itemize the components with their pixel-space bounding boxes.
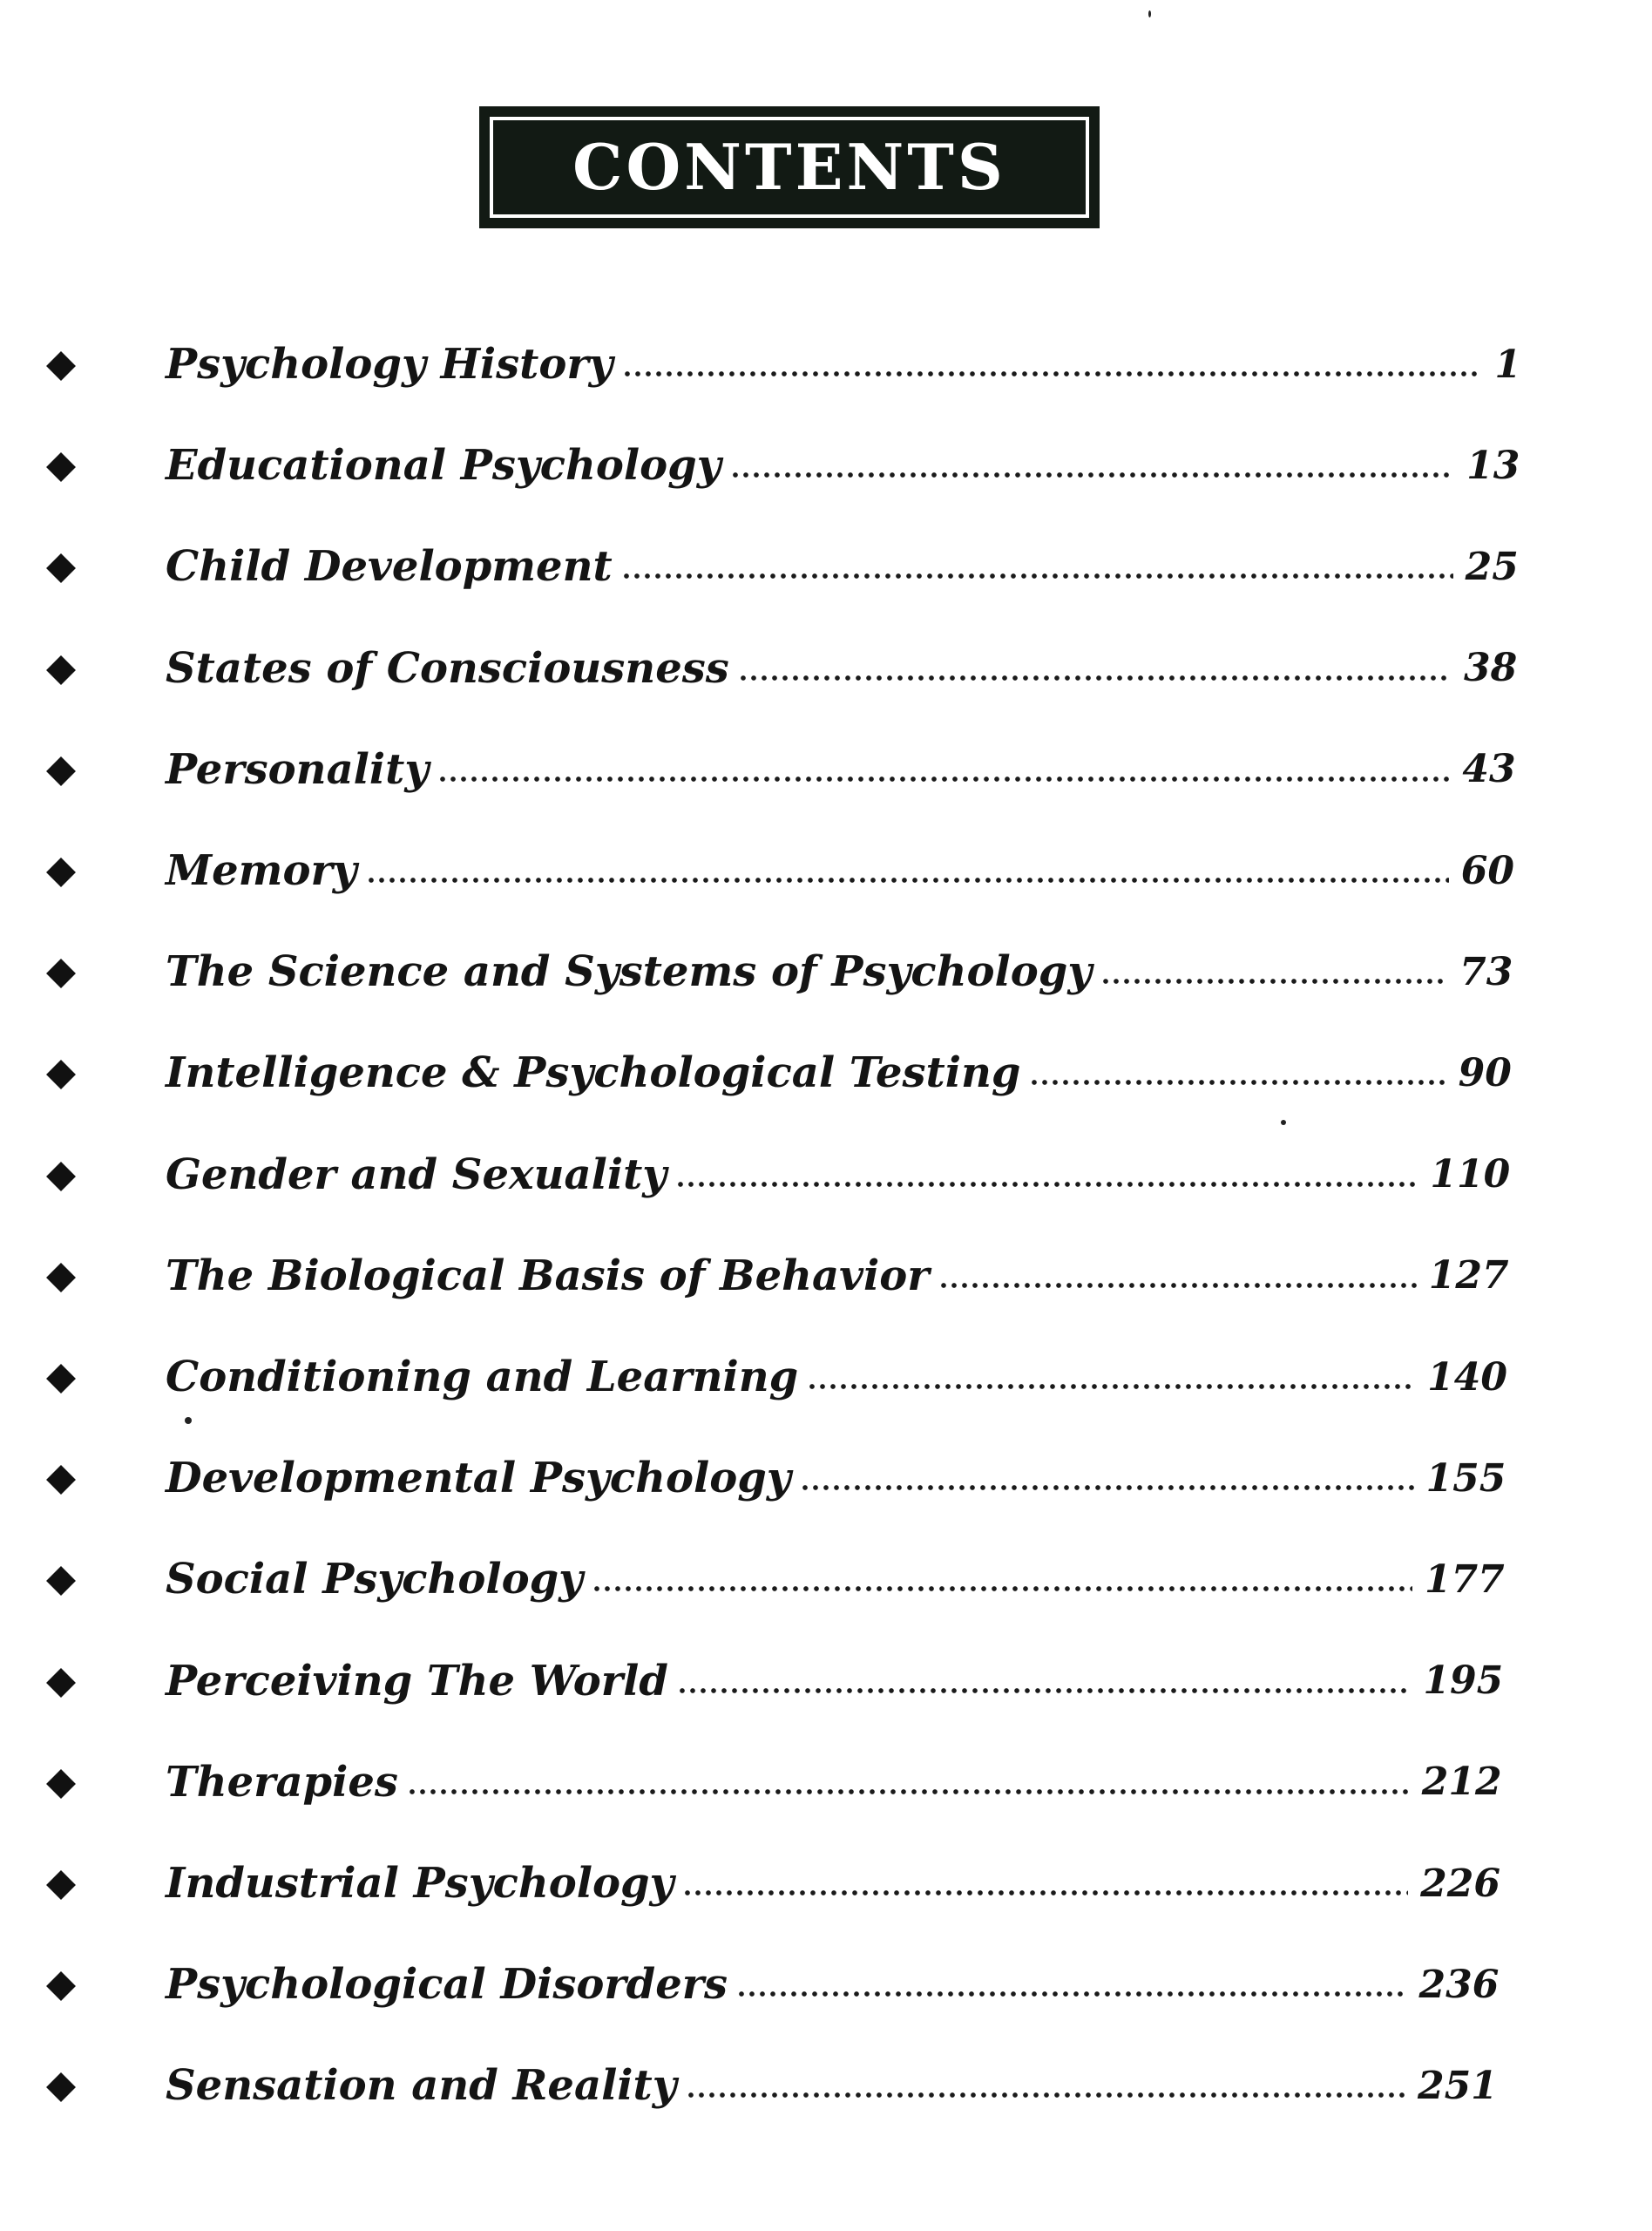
toc-entry bbox=[0, 735, 1652, 804]
toc-entry-line bbox=[166, 937, 1513, 1007]
toc-entry-page-number: 110 bbox=[1430, 1152, 1511, 1197]
toc-entry-title: Perceiving The World bbox=[166, 1656, 668, 1705]
toc-entry bbox=[0, 1342, 1652, 1412]
toc-entry-line bbox=[166, 1140, 1510, 1210]
diamond-bullet-icon bbox=[46, 1465, 76, 1495]
diamond-bullet-icon bbox=[46, 1060, 76, 1089]
toc-entry-line bbox=[166, 532, 1519, 601]
dot-leader bbox=[1029, 1078, 1446, 1087]
dot-leader bbox=[800, 1483, 1414, 1492]
toc-entry-page-number: 43 bbox=[1462, 747, 1516, 792]
dot-leader bbox=[677, 1686, 1411, 1695]
toc-entry bbox=[0, 1544, 1652, 1614]
diamond-bullet-icon bbox=[46, 452, 76, 482]
dot-leader bbox=[1100, 977, 1447, 986]
diamond-bullet-icon bbox=[46, 1162, 76, 1191]
toc-entry-title: States of Consciousness bbox=[166, 643, 729, 693]
toc-entry-page-number: 13 bbox=[1466, 443, 1520, 488]
toc-entry-line bbox=[166, 1342, 1507, 1412]
diamond-bullet-icon bbox=[46, 959, 76, 988]
toc-entry-line bbox=[166, 1747, 1502, 1817]
dot-leader bbox=[621, 572, 1453, 580]
toc-entry-title: The Science and Systems of Psychology bbox=[166, 947, 1093, 997]
scan-speck bbox=[1281, 1120, 1286, 1125]
diamond-bullet-icon bbox=[46, 553, 76, 583]
toc-entry bbox=[0, 1646, 1652, 1716]
page-title: CONTENTS bbox=[572, 130, 1006, 204]
diamond-bullet-icon bbox=[46, 1668, 76, 1698]
toc-entry-page-number: 73 bbox=[1459, 949, 1513, 994]
toc-entry-line bbox=[166, 735, 1516, 804]
toc-entry-title: Social Psychology bbox=[166, 1555, 584, 1604]
toc-entry bbox=[0, 1241, 1652, 1311]
toc-entry-page-number: 236 bbox=[1418, 1962, 1500, 2007]
scan-speck bbox=[185, 1417, 192, 1424]
toc-entry-line bbox=[166, 1848, 1500, 1918]
diamond-bullet-icon bbox=[46, 1263, 76, 1292]
diamond-bullet-icon bbox=[46, 858, 76, 887]
toc-entry-title: Developmental Psychology bbox=[166, 1454, 791, 1503]
toc-entry-page-number: 212 bbox=[1421, 1760, 1502, 1805]
toc-entry-page-number: 38 bbox=[1463, 646, 1518, 691]
toc-entry-line bbox=[166, 1038, 1512, 1108]
toc-entry bbox=[0, 1443, 1652, 1513]
toc-entry bbox=[0, 1848, 1652, 1918]
dot-leader bbox=[807, 1382, 1415, 1391]
toc-entry bbox=[0, 836, 1652, 905]
diamond-bullet-icon bbox=[46, 1769, 76, 1799]
toc-entry bbox=[0, 2051, 1652, 2120]
toc-entry-page-number: 25 bbox=[1465, 544, 1519, 589]
toc-entry bbox=[0, 431, 1652, 500]
toc-entry-line bbox=[166, 1950, 1499, 2019]
dot-leader bbox=[407, 1787, 1410, 1796]
diamond-bullet-icon bbox=[46, 756, 76, 786]
dot-leader bbox=[437, 775, 1450, 783]
toc-entry-page-number: 155 bbox=[1425, 1455, 1506, 1501]
dot-leader bbox=[366, 876, 1449, 885]
dot-leader bbox=[592, 1584, 1412, 1593]
toc-entry bbox=[0, 1747, 1652, 1817]
toc-entry-title: Industrial Psychology bbox=[166, 1859, 674, 1908]
diamond-bullet-icon bbox=[46, 351, 76, 381]
toc-entry bbox=[0, 937, 1652, 1007]
toc-entry-title: Educational Psychology bbox=[166, 441, 721, 491]
toc-entry-title: Gender and Sexuality bbox=[166, 1149, 667, 1199]
toc-entry-page-number: 195 bbox=[1423, 1658, 1504, 1704]
dot-leader bbox=[682, 1889, 1408, 1897]
toc-entry bbox=[0, 329, 1652, 399]
diamond-bullet-icon bbox=[46, 1971, 76, 2001]
scan-speck bbox=[1148, 10, 1151, 17]
toc-entry-title: Memory bbox=[166, 846, 357, 895]
toc-entry-title: Psychology History bbox=[166, 340, 613, 389]
toc-entry-page-number: 177 bbox=[1424, 1556, 1505, 1602]
toc-entry-line bbox=[166, 1646, 1503, 1716]
toc-entry bbox=[0, 1038, 1652, 1108]
toc-entry-page-number: 140 bbox=[1427, 1354, 1507, 1400]
toc-entry-title: Psychological Disorders bbox=[166, 1960, 728, 2010]
dot-leader bbox=[686, 2091, 1405, 2099]
toc-entry bbox=[0, 532, 1652, 601]
toc-entry-page-number: 127 bbox=[1428, 1253, 1509, 1299]
toc-entry-line bbox=[166, 431, 1520, 500]
toc-entry-title: Therapies bbox=[166, 1757, 398, 1807]
toc-entry-line bbox=[166, 2051, 1498, 2120]
toc-entry-page-number: 251 bbox=[1417, 2063, 1498, 2108]
toc-entry-title: Intelligence & Psychological Testing bbox=[166, 1048, 1021, 1098]
toc-entry-page-number: 60 bbox=[1460, 848, 1514, 893]
toc-entry-title: Personality bbox=[166, 744, 430, 794]
toc-entry bbox=[0, 634, 1652, 703]
diamond-bullet-icon bbox=[46, 1566, 76, 1596]
toc-entry-line bbox=[166, 634, 1517, 703]
toc-entry-title: The Biological Basis of Behavior bbox=[166, 1251, 930, 1300]
toc-entry-page-number: 226 bbox=[1420, 1861, 1500, 1906]
dot-leader bbox=[938, 1281, 1417, 1290]
dot-leader bbox=[622, 370, 1483, 378]
toc-entry-page-number: 1 bbox=[1494, 342, 1521, 387]
diamond-bullet-icon bbox=[46, 1870, 76, 1900]
toc-entry-line bbox=[166, 1443, 1506, 1513]
diamond-bullet-icon bbox=[46, 655, 76, 685]
toc-entry-page-number: 90 bbox=[1458, 1050, 1512, 1095]
diamond-bullet-icon bbox=[46, 2072, 76, 2102]
diamond-bullet-icon bbox=[46, 1364, 76, 1394]
dot-leader bbox=[738, 674, 1452, 682]
dot-leader bbox=[730, 471, 1455, 479]
dot-leader bbox=[675, 1180, 1418, 1189]
toc-entry-title: Child Development bbox=[166, 542, 613, 592]
toc-entry-line bbox=[166, 329, 1521, 399]
toc-entry-line bbox=[166, 836, 1514, 905]
toc-entry bbox=[0, 1140, 1652, 1210]
toc-entry bbox=[0, 1950, 1652, 2019]
toc-entry-title: Sensation and Reality bbox=[166, 2061, 677, 2111]
toc-entry-title: Conditioning and Learning bbox=[166, 1353, 799, 1401]
toc-entry-line bbox=[166, 1544, 1505, 1614]
dot-leader bbox=[736, 1990, 1406, 1998]
toc-entry-line bbox=[166, 1241, 1509, 1311]
